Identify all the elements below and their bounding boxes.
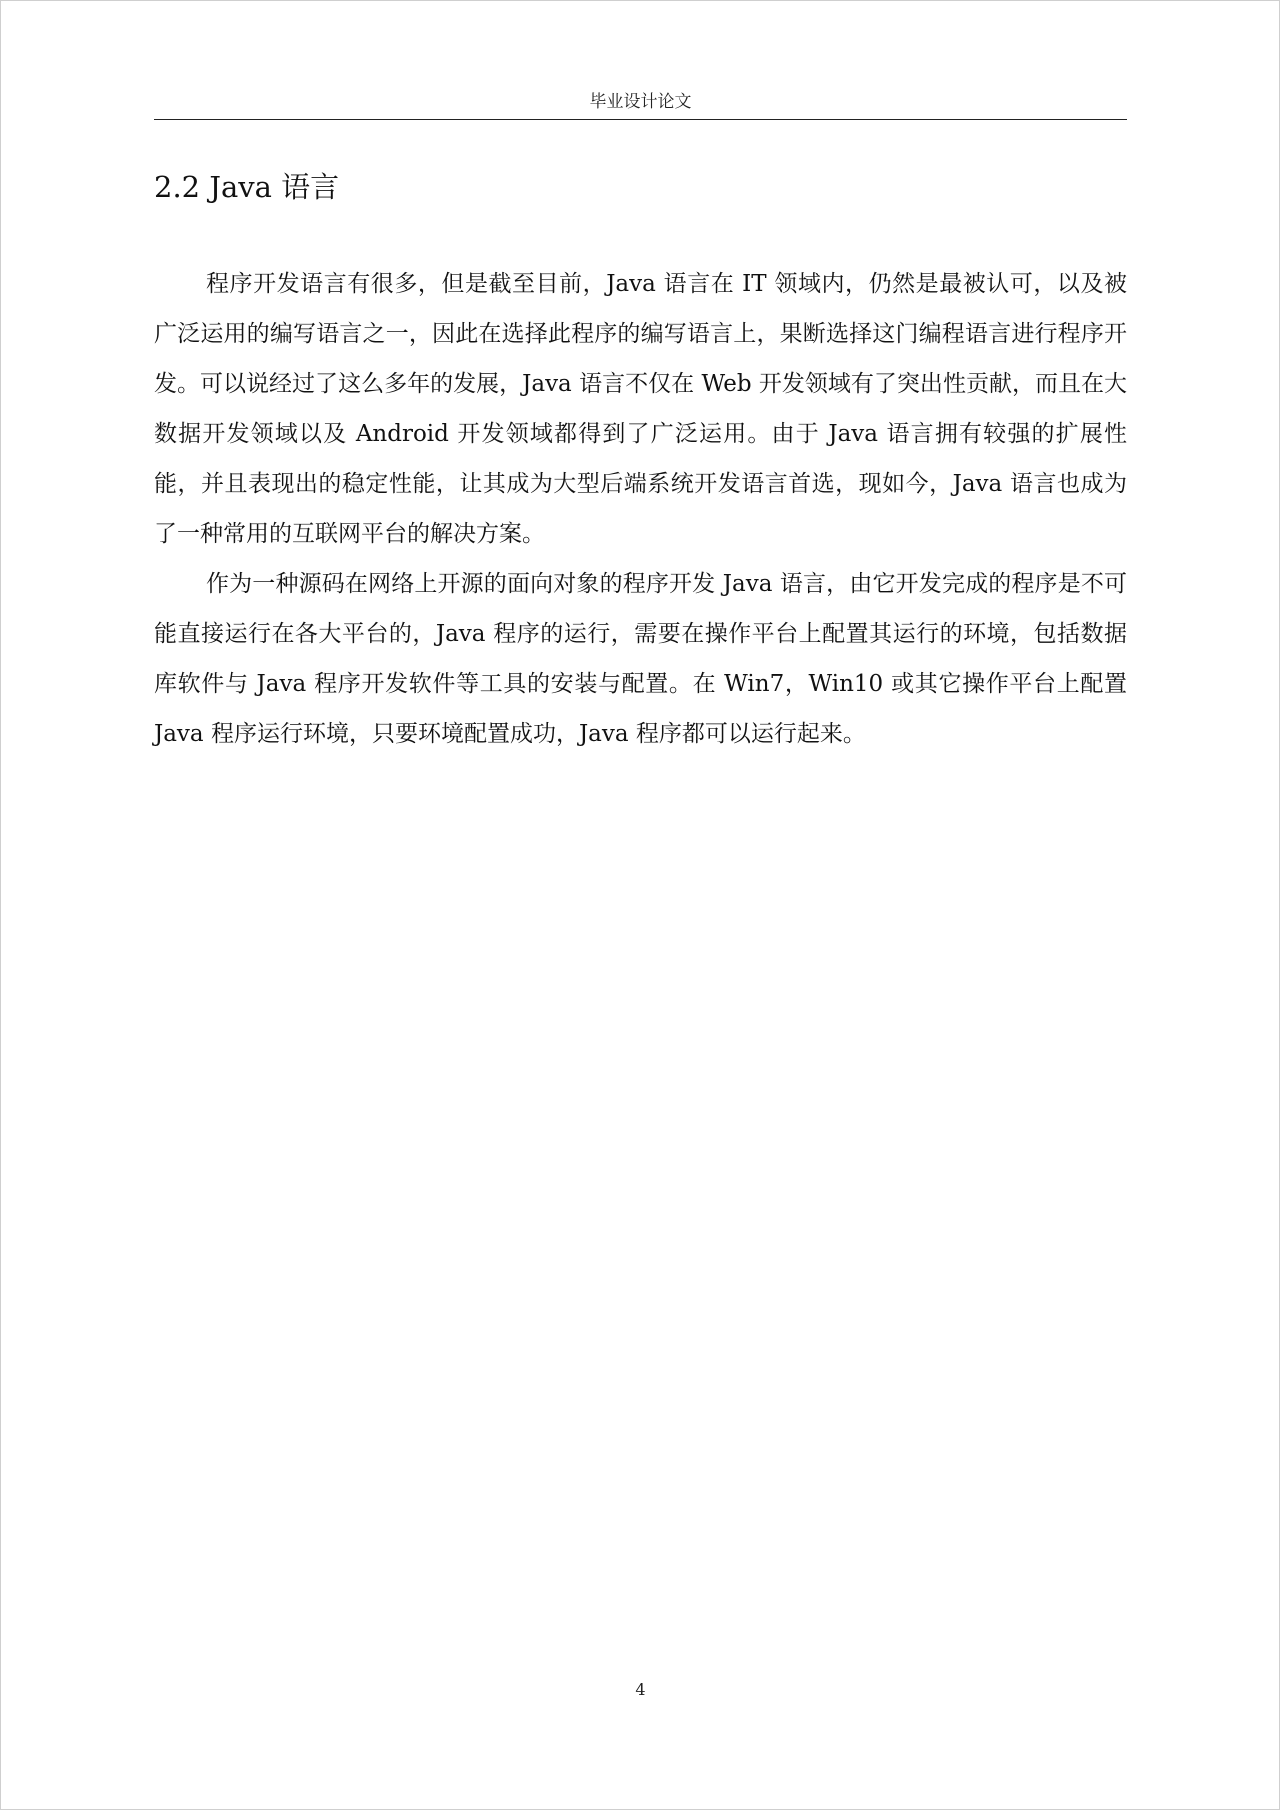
paragraph-1: 程序开发语言有很多，但是截至目前，Java 语言在 IT 领域内，仍然是最被认可，以及被广泛运用的编写语言之一，因此在选择此程序的编写语言上，果断选择这门编程语言进行程序开发。可以说经过了这么多年的发展，Java 语言不仅在 Web 开发领域有了突出性贡献，而且在大数据开发领域以及 Android 开发领域都得到了广泛运用。由于 Java 语言拥有较强的扩展性能，并且表现出的稳定性能，让其成为大型后端系统开发语言首选，现如今，Java 语言也成为了一种常用的互联网平台的解决方案。 bbox=[154, 271, 1127, 547]
page-number: 4 bbox=[635, 1680, 646, 1699]
body-text bbox=[154, 259, 1127, 759]
header-rule bbox=[154, 119, 1127, 120]
paragraph-2: 作为一种源码在网络上开源的面向对象的程序开发 Java 语言，由它开发完成的程序是不可能直接运行在各大平台的，Java 程序的运行，需要在操作平台上配置其运行的环境，包括数据库软件与 Java 程序开发软件等工具的安装与配置。在 Win7，Win10 或其它操作平台上配置 Java 程序运行环境，只要环境配置成功，Java 程序都可以运行起来。 bbox=[154, 571, 1127, 747]
section-heading: 2.2 Java 语言 bbox=[154, 170, 340, 204]
running-header: 毕业设计论文 bbox=[589, 92, 692, 112]
